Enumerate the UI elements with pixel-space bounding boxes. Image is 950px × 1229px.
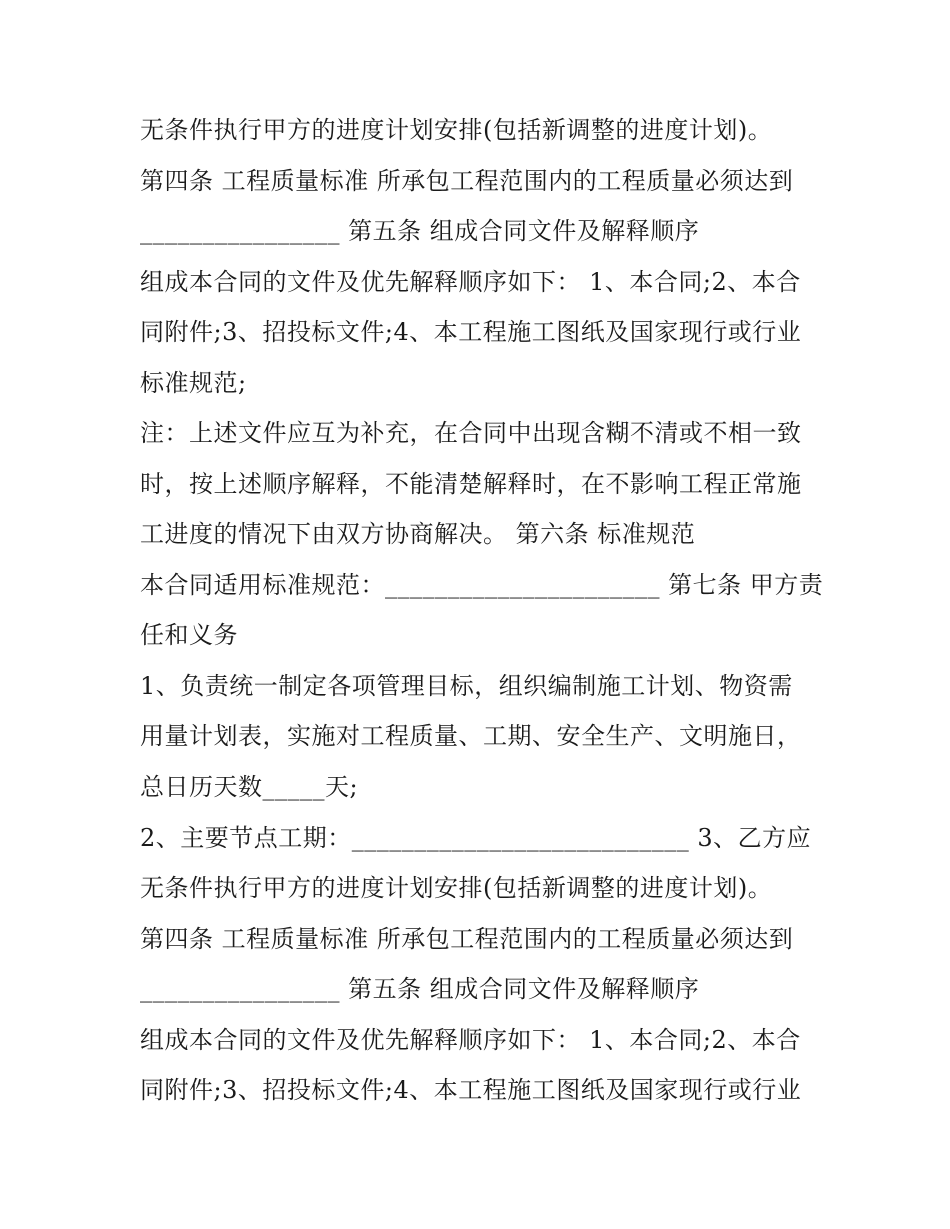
text-line: 2、主要节点工期：___________________________ 3、乙方应 <box>140 824 812 852</box>
text-line: 无条件执行甲方的进度计划安排(包括新调整的进度计划)。 <box>140 116 773 144</box>
text-line: ________________ 第五条 组成合同文件及解释顺序 <box>140 217 700 245</box>
text-line: 第四条 工程质量标准 所承包工程范围内的工程质量必须达到 <box>140 925 794 953</box>
text-line: 总日历天数_____天; <box>140 773 359 801</box>
text-line: 用量计划表，实施对工程质量、工期、安全生产、文明施日， <box>140 722 802 750</box>
text-line: 同附件;3、招投标文件;4、本工程施工图纸及国家现行或行业 <box>140 318 802 346</box>
text-line: 无条件执行甲方的进度计划安排(包括新调整的进度计划)。 <box>140 874 773 902</box>
text-line: 第四条 工程质量标准 所承包工程范围内的工程质量必须达到 <box>140 167 794 195</box>
text-line: 任和义务 <box>140 621 238 649</box>
text-line: 时，按上述顺序解释，不能清楚解释时，在不影响工程正常施 <box>140 470 802 498</box>
text-line: 标准规范; <box>140 369 247 397</box>
text-line: 同附件;3、招投标文件;4、本工程施工图纸及国家现行或行业 <box>140 1076 802 1104</box>
text-line: 组成本合同的文件及优先解释顺序如下： 1、本合同;2、本合 <box>140 1026 801 1054</box>
text-line: 组成本合同的文件及优先解释顺序如下： 1、本合同;2、本合 <box>140 268 801 296</box>
text-line: ________________ 第五条 组成合同文件及解释顺序 <box>140 975 700 1003</box>
text-line: 注：上述文件应互为补充，在合同中出现含糊不清或不相一致 <box>140 419 802 447</box>
text-line: 1、负责统一制定各项管理目标，组织编制施工计划、物资需 <box>140 672 793 700</box>
text-line: 本合同适用标准规范：______________________ 第七条 甲方责 <box>140 571 824 599</box>
text-line: 工进度的情况下由双方协商解决。 第六条 标准规范 <box>140 520 696 548</box>
